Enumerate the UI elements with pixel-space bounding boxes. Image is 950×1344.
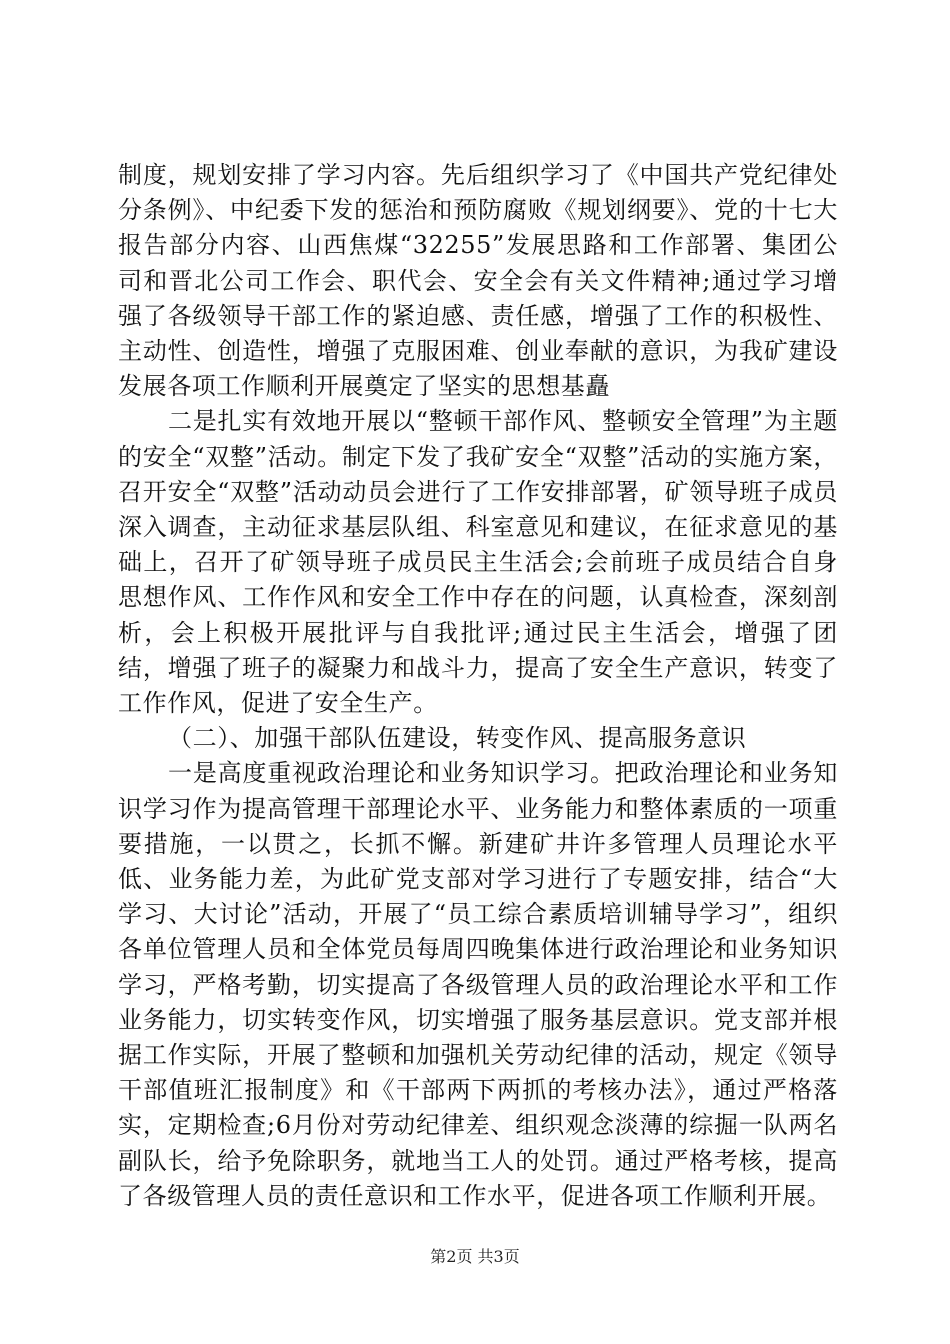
paragraph-study-content: 制度，规划安排了学习内容。先后组织学习了《中国共产党纪律处分条例》、中纪委下发的惩治和预防腐败《规划纲要》、党的十七大报告部分内容、山西焦煤“32255”发展思路和工作部署、集团公司和晋北公司工作会、职代会、安全会有关文件精神;通过学习增强了各级领导干部工作的紧迫感、责任感，增强了工作的积极性、主动性、创造性，增强了克服困难、创业奉献的意识，为我矿建设发展各项工作顺利开展奠定了坚实的思想基矗 [118,161,838,401]
document-body [118,158,838,1214]
page-number-footer: 第2页 共3页 [430,1247,520,1266]
paragraph-double-rectification: 二是扎实有效地开展以“整顿干部作风、整顿安全管理”为主题的安全“双整”活动。制定下发了我矿安全“双整”活动的实施方案，召开安全“双整”活动动员会进行了工作安排部署，矿领导班子成员深入调查，主动征求基层队组、科室意见和建议，在征求意见的基础上，召开了矿领导班子成员民主生活会;会前班子成员结合自身思想作风、工作作风和安全工作中存在的问题，认真检查，深刻剖析，会上积极开展批评与自我批评;通过民主生活会，增强了团结，增强了班子的凝聚力和战斗力，提高了安全生产意识，转变了工作作风，促进了安全生产。 [118,407,838,718]
paragraph-theory-study: 一是高度重视政治理论和业务知识学习。把政治理论和业务知识学习作为提高管理干部理论水平、业务能力和整体素质的一项重要措施，一以贯之，长抓不懈。新建矿井许多管理人员理论水平低、业务能力差，为此矿党支部对学习进行了专题安排，结合“大学习、大讨论”活动，开展了“员工综合素质培训辅导学习”，组织各单位管理人员和全体党员每周四晚集体进行政治理论和业务知识学习，严格考勤，切实提高了各级管理人员的政治理论水平和工作业务能力，切实转变作风，切实增强了服务基层意识。党支部并根据工作实际，开展了整顿和加强机关劳动纪律的活动，规定《领导干部值班汇报制度》和《干部两下两抓的考核办法》，通过严格落实，定期检查;6月份对劳动纪律差、组织观念淡薄的综掘一队两名副队长，给予免除职务，就地当工人的处罚。通过严格考核，提高了各级管理人员的责任意识和工作水平，促进各项工作顺利开展。 [118,759,838,1210]
section-heading: （二）、加强干部队伍建设，转变作风、提高服务意识 [168,724,747,753]
